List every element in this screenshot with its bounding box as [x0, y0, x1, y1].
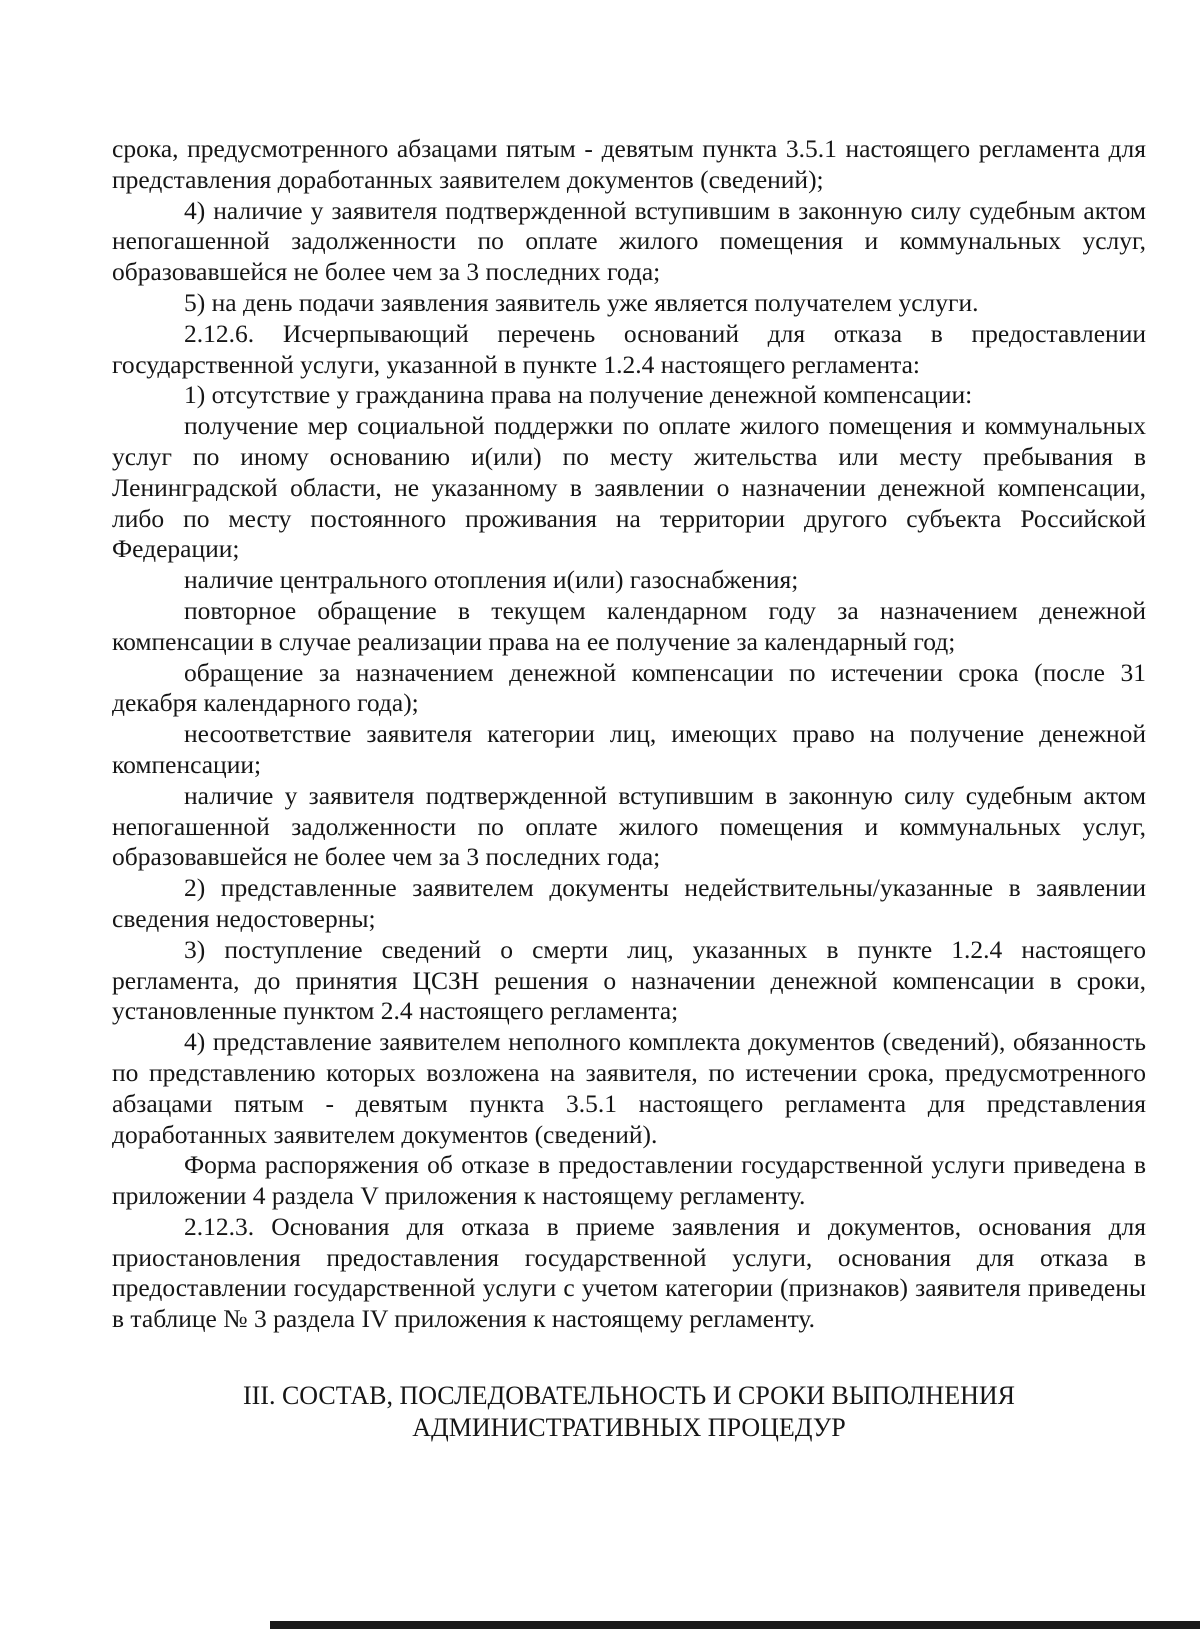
- section-heading: [112, 1380, 1146, 1444]
- document-body: [112, 134, 1146, 1335]
- paragraph: наличие у заявителя подтвержденной вступившим в законную силу судебным актом непогашенной задолженности по оплате жилого помещения и коммунальных услуг, образовавшейся не более чем за 3 последних года;: [112, 780, 1146, 872]
- section-heading-line: АДМИНИСТРАТИВНЫХ ПРОЦЕДУР: [412, 1413, 846, 1442]
- paragraph: 1) отсутствие у гражданина права на получение денежной компенсации:: [184, 380, 973, 410]
- paragraph: получение мер социальной поддержки по оплате жилого помещения и коммунальных услуг по иному основанию и(или) по месту жительства или месту пребывания в Ленинградской области, не указанному в заявлении о назначении денежной компенсации, либо по месту постоянного проживания на территории другого субъекта Российской Федерации;: [112, 411, 1146, 564]
- paragraph: повторное обращение в текущем календарном году за назначением денежной компенсации в случае реализации права на ее получение за календарный год;: [112, 595, 1146, 656]
- paragraph: 2.12.3. Основания для отказа в приеме заявления и документов, основания для приостановления предоставления государственной услуги, основания для отказа в предоставлении государственной услуги с учетом категории (признаков) заявителя приведены в таблице № 3 раздела IV приложения к настоящему регламенту.: [112, 1211, 1146, 1334]
- paragraph: обращение за назначением денежной компенсации по истечении срока (после 31 декабря календарного года);: [112, 657, 1146, 718]
- paragraph: 4) представление заявителем неполного комплекта документов (сведений), обязанность по представлению которых возложена на заявителя, по истечении срока, предусмотренного абзацами пятым - девятым пункта 3.5.1 настоящего регламента для представления доработанных заявителем документов (сведений).: [112, 1027, 1146, 1149]
- paragraph: наличие центрального отопления и(или) газоснабжения;: [184, 565, 799, 595]
- paragraph: 3) поступление сведений о смерти лиц, указанных в пункте 1.2.4 настоящего регламента, до принятия ЦСЗН решения о назначении денежной компенсации в сроки, установленные пунктом 2.4 настоящего регламента;: [112, 934, 1146, 1026]
- paragraph: срока, предусмотренного абзацами пятым - девятым пункта 3.5.1 настоящего регламента для представления доработанных заявителем документов (сведений);: [112, 134, 1146, 194]
- section-heading-line: III. СОСТАВ, ПОСЛЕДОВАТЕЛЬНОСТЬ И СРОКИ ВЫПОЛНЕНИЯ: [242, 1381, 1015, 1410]
- paragraph: 4) наличие у заявителя подтвержденной вступившим в законную силу судебным актом непогашенной задолженности по оплате жилого помещения и коммунальных услуг, образовавшейся не более чем за 3 последних года;: [112, 195, 1146, 287]
- paragraph: несоответствие заявителя категории лиц, имеющих право на получение денежной компенсации;: [112, 719, 1146, 779]
- paragraph: Форма распоряжения об отказе в предоставлении государственной услуги приведена в приложении 4 раздела V приложения к настоящему регламенту.: [112, 1150, 1146, 1211]
- scan-edge-line: [270, 1621, 1200, 1629]
- paragraph: 2.12.6. Исчерпывающий перечень оснований для отказа в предоставлении государственной услуги, указанной в пункте 1.2.4 настоящего регламента:: [112, 318, 1146, 379]
- paragraph: 2) представленные заявителем документы недействительны/указанные в заявлении сведения недостоверны;: [112, 873, 1146, 933]
- paragraph: 5) на день подачи заявления заявитель уже является получателем услуги.: [184, 287, 979, 317]
